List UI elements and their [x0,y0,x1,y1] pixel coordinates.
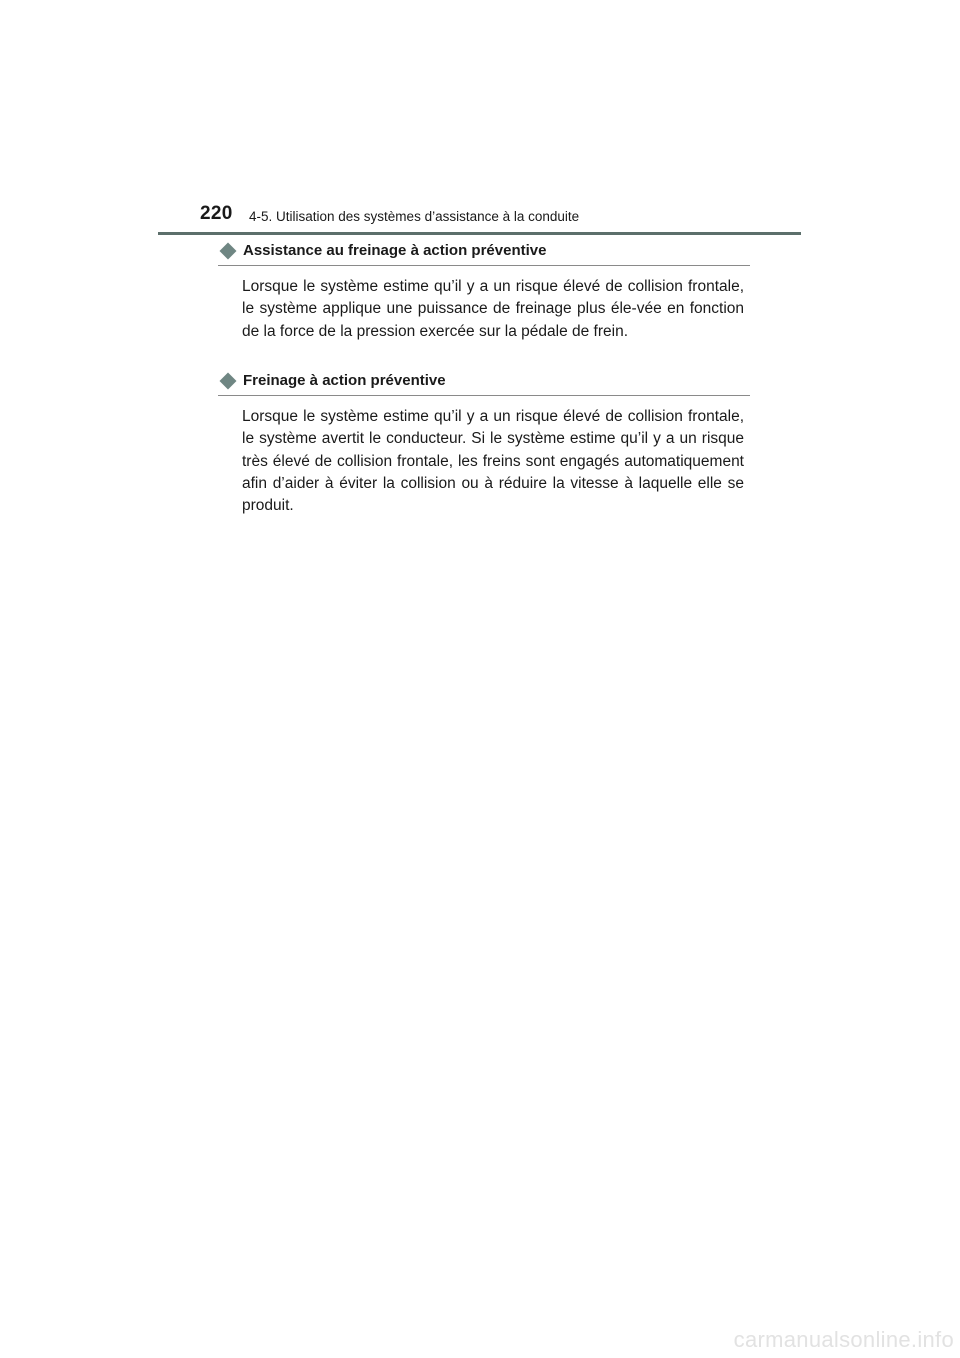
section-body: Lorsque le système estime qu’il y a un risque élevé de collision frontale, le système applique une puissance de freinage plus éle-vée en fonction de la force de la pression exercée sur la pédale de frein. [242,278,744,340]
page-number: 220 [200,203,233,224]
diamond-icon [220,243,237,260]
section-heading [218,371,750,396]
page-header [0,0,960,240]
section-heading-text: Assistance au freinage à action préventive [243,242,547,259]
diamond-icon [220,373,237,390]
watermark: carmanualsonline.info [733,1327,954,1352]
header-divider [158,232,801,235]
section-heading [218,241,750,266]
section-preventive-braking [218,371,750,517]
chapter-title: 4-5. Utilisation des systèmes d’assistance à la conduite [249,209,580,224]
section-body: Lorsque le système estime qu’il y a un risque élevé de collision frontale, le système avertit le conducteur. Si le système estime qu’il y a un risque très élevé de collision frontale, les freins sont engagés automatiquement afin d’aider à éviter la collision ou à réduire la vitesse à laquelle elle se produit. [242,408,744,515]
section-heading-text: Freinage à action préventive [243,372,446,389]
section-preventive-brake-assist [218,241,750,343]
